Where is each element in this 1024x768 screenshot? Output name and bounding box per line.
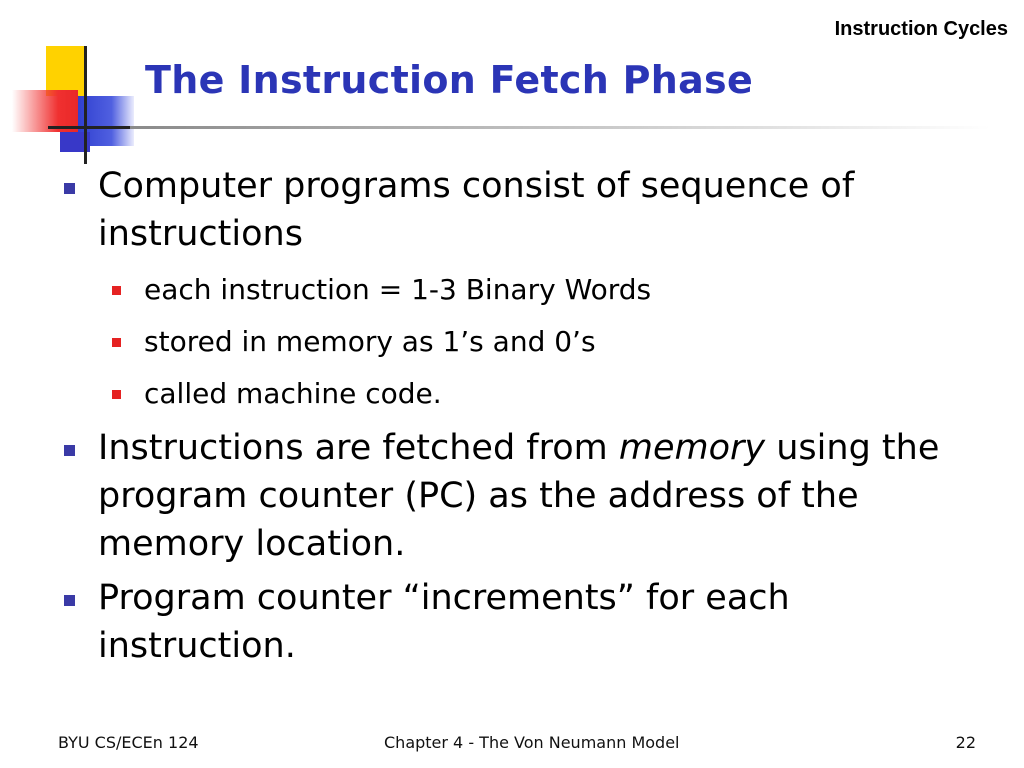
bullet-item-1 [60, 162, 960, 258]
sub-bullet-square-icon [112, 338, 121, 347]
slide-title: The Instruction Fetch Phase [145, 58, 754, 102]
footer-page-number: 22 [955, 733, 976, 752]
sub-bullet-text: called machine code. [144, 377, 442, 410]
decorative-logo-blocks [0, 0, 150, 170]
sub-bullet-item-3 [60, 368, 960, 420]
bullet-text-before: Instructions are fetched from [98, 428, 619, 468]
section-label: Instruction Cycles [834, 18, 1008, 40]
footer-course: BYU CS/ECEn 124 [58, 733, 199, 752]
bullet-square-icon [64, 595, 75, 606]
bullet-text: Computer programs consist of sequence of instructions [98, 166, 855, 254]
deco-vertical-line [84, 46, 87, 164]
sub-bullet-square-icon [112, 390, 121, 399]
sub-bullet-text: stored in memory as 1’s and 0’s [144, 325, 596, 358]
sub-bullet-item-2 [60, 316, 960, 368]
sub-bullet-list [60, 264, 960, 420]
sub-bullet-item-1 [60, 264, 960, 316]
bullet-text-after: using the program counter (PC) as the address of the memory location. [98, 428, 940, 564]
slide-content [60, 162, 960, 676]
bullet-square-icon [64, 445, 75, 456]
sub-bullet-square-icon [112, 286, 121, 295]
bullet-text-emphasis: memory [618, 428, 766, 468]
title-underline [130, 126, 990, 129]
bullet-item-3 [60, 574, 960, 670]
footer-chapter: Chapter 4 - The Von Neumann Model [384, 733, 680, 752]
bullet-square-icon [64, 183, 75, 194]
bullet-text: Program counter “increments” for each instruction. [98, 578, 790, 666]
deco-yellow-square [46, 46, 86, 96]
bullet-item-2 [60, 424, 960, 568]
sub-bullet-text: each instruction = 1-3 Binary Words [144, 273, 652, 306]
